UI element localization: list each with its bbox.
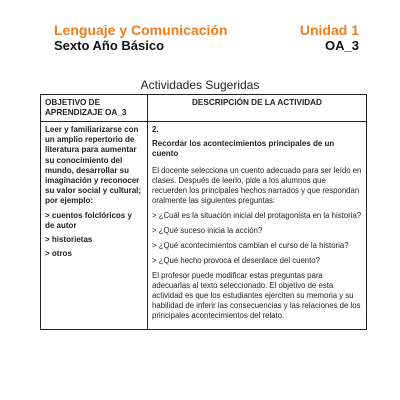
activity-heading: Recordar los acontecimientos principales de un cuento — [152, 139, 335, 159]
objective-cell — [41, 122, 148, 330]
activity-table — [40, 94, 367, 330]
objective-column-header: OBJETIVO DE APRENDIZAJE OA_3 — [41, 95, 148, 122]
activity-paragraph: El profesor puede modificar estas preguntas para adecuarlas al texto seleccionado. El objetivo de esta actividad es que los estudiantes ejerciten su memoria y su habilidad de inferir las consecuencias y las relaciones de los principales acontecimientos del relato. — [152, 270, 361, 320]
unit-title: Unidad 1 — [299, 22, 359, 38]
grade-subtitle: Sexto Año Básico — [54, 38, 165, 53]
header-left — [54, 22, 227, 54]
subject-title: Lenguaje y Comunicación — [54, 22, 228, 38]
question-item: > ¿Qué suceso inicia la acción? — [152, 225, 263, 235]
activity-paragraph: El docente selecciona un cuento adecuado para ser leído en clases. Después de leerlo, pide a los alumnos que recuerden los principales hechos narrados y que respondan oralmente las siguientes preguntas: — [152, 165, 362, 205]
objective-item: > historietas — [45, 235, 93, 245]
question-item: > ¿Qué hecho provoca el desenlace del cuento? — [152, 255, 320, 265]
table-row — [41, 122, 367, 330]
objective-code: OA_3 — [325, 38, 359, 53]
section-title: Actividades Sugeridas — [140, 78, 260, 92]
activity-number: 2. — [152, 125, 159, 134]
question-item: > ¿Qué acontecimientos cambian el curso de la historia? — [152, 240, 349, 250]
objective-item: > otros — [45, 249, 72, 259]
objective-item: > cuentos folclóricos y de autor — [45, 210, 132, 230]
description-column-header: DESCRIPCIÓN DE LA ACTIVIDAD — [148, 95, 367, 122]
header-right — [300, 22, 359, 54]
description-cell — [148, 122, 367, 330]
question-item: > ¿Cuál es la situación inicial del protagonista en la historia? — [152, 210, 362, 220]
objective-text: Leer y familiarizarse con un amplio repertorio de literatura para aumentar su conocimiento del mundo, desarrollar su imaginación y reconocer su valor social y cultural; por ejemplo: — [45, 125, 142, 206]
table-header-row — [41, 95, 367, 122]
